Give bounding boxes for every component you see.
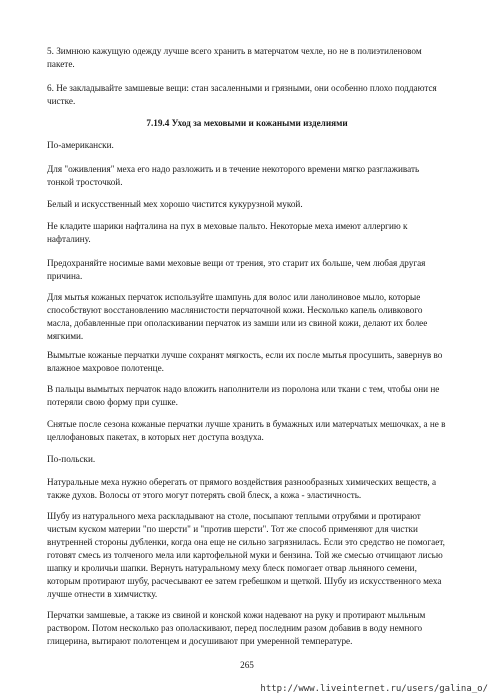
paragraph: Натуральные меха нужно оберегать от прямого воздействия разнообразных химических веществ, а также духов. Волосы от этого могут потерять свой блеск, а кожа - эластичность. [47,477,437,500]
section-heading: 7.19.4 Уход за меховыми и кожаными изделиями [146,118,348,128]
paragraph-subheading-polish: По-польски. [47,454,96,464]
paragraph: Вымытые кожаные перчатки лучше сохранят мягкость, если их после мытья просушить, завернув во влажное махровое полотенце. [47,350,443,373]
paragraph: Не кладите шарики нафталина на пух в меховые пальто. Некоторые меха имеют аллергию к нафталину. [47,221,408,244]
paragraph: Снятые после сезона кожаные перчатки лучше хранить в бумажных или матерчатых мешочках, а не в целлофановых пакетах, в которых нет доступа воздуха. [47,419,446,442]
paragraph: Перчатки замшевые, а также из свиной и конской кожи надевают на руку и протирают мыльным раствором. Потом несколько раз ополаскивают, перед последним разом добавив в воду немного глицерина, вытирают полотенцем и досушивают при умеренной температуре. [47,610,426,646]
paragraph: Шубу из натурального меха раскладывают на столе, посыпают теплыми отрубями и протирают чистым куском материи "по шерсти" и "против шерсти". Тот же способ применяют для чистки внутренней стороны дубленки, когда она еще не сильно загрязнилась. Если это средство не помогает, готовят смесь из толченого мела или картофельной муки и бензина. Той же смесью отчищают лисью шапку и кроличьи шапки. Вернуть натуральному меху блеск помогает отвар льняного семени, которым протирают шубу, расчесывают ее затем гребешком и щеткой. Шубу из искусственного меха лучше отнести в химчистку. [47,511,445,599]
paragraph: Предохраняйте носимые вами меховые вещи от трения, это старит их больше, чем любая другая причина. [47,258,426,281]
paragraph-subheading-american: По-американски. [47,140,114,150]
paragraph-item-6: 6. Не закладывайте замшевые вещи: стан засаленными и грязными, они особенно плохо поддаются чистке. [47,83,437,106]
paragraph: В пальцы вымытых перчаток надо вложить наполнители из поролона или ткани с тем, чтобы они не потеряли свою форму при сушке. [47,384,440,407]
paragraph: Для мытья кожаных перчаток используйте шампунь для волос или ланолиновое мыло, которые способствуют восстановлению маслянистости перчаточной кожи. Несколько капель оливкового масла, добавленные при ополаскивании перчаток из замши или из свиной кожи, делают их более мягкими. [47,292,428,341]
paragraph-item-5: 5. Зимнюю кажущую одежду лучше всего хранить в матерчатом чехле, но не в полиэтиленовом пакете. [47,46,422,69]
page-number: 265 [240,660,254,670]
paragraph: Для "оживления" меха его надо разложить и в течение некоторого времени мягко разглаживать тонкой тросточкой. [47,164,420,187]
footer-url: http://www.liveinternet.ru/users/galina_o/ [260,684,488,694]
paragraph: Белый и искусственный мех хорошо чистится кукурузной мукой. [47,199,303,209]
